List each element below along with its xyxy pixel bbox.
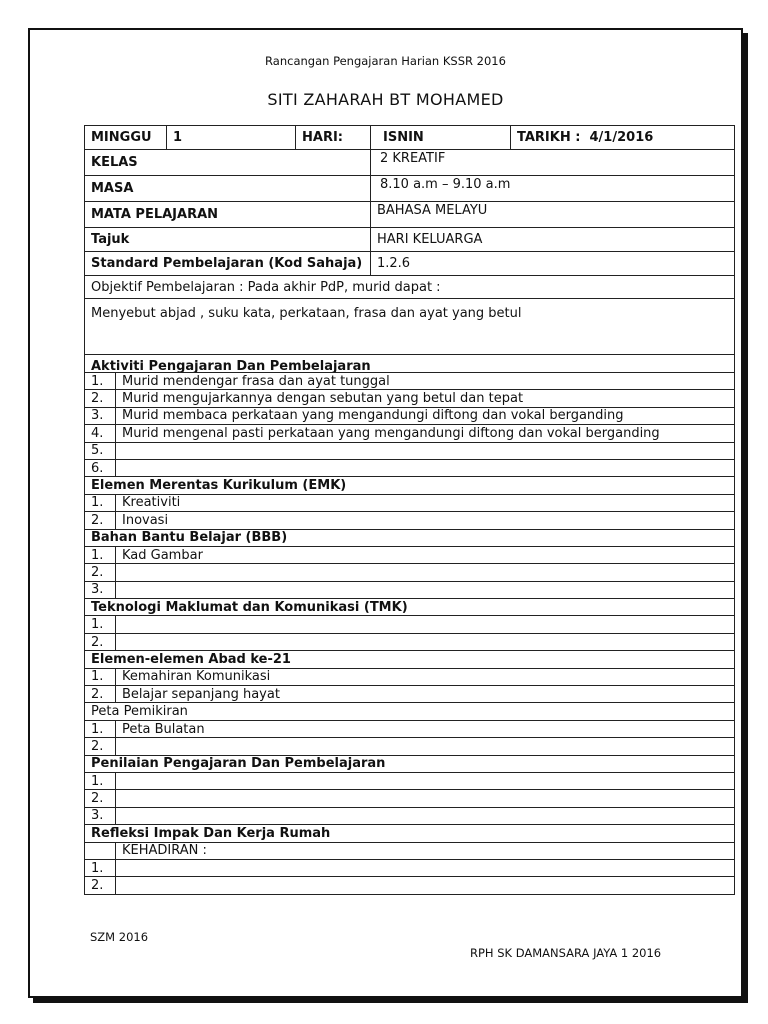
penilaian-item-text <box>116 790 735 807</box>
penilaian-item-number: 2. <box>85 790 116 807</box>
refleksi-item-text: KEHADIRAN : <box>116 842 735 859</box>
info-row-objektif <box>85 276 735 299</box>
aktiviti-item-number: 4. <box>85 425 116 442</box>
peta-item-number: 1. <box>85 720 116 737</box>
refleksi-item <box>85 842 735 859</box>
aktiviti-item <box>85 373 735 390</box>
document-page <box>28 28 743 998</box>
tarikh-value: 4/1/2016 <box>589 130 654 145</box>
info-row-masa <box>85 176 735 202</box>
info-row-kelas <box>85 150 735 176</box>
section-refleksi-heading: Refleksi Impak Dan Kerja Rumah <box>85 825 735 842</box>
aktiviti-item-number: 1. <box>85 373 116 390</box>
section-penilaian-row <box>85 755 735 772</box>
hari-value: ISNIN <box>371 126 511 150</box>
kelas-value: 2 KREATIF <box>371 150 735 176</box>
refleksi-item-number <box>85 842 116 859</box>
abad21-item <box>85 686 735 703</box>
aktiviti-item <box>85 425 735 442</box>
refleksi-item-number: 1. <box>85 859 116 876</box>
section-bbb-heading: Bahan Bantu Belajar (BBB) <box>85 529 735 546</box>
standard-label: Standard Pembelajaran (Kod Sahaja) <box>85 252 371 276</box>
section-bbb-row <box>85 529 735 546</box>
info-row-objektif-detail <box>85 299 735 355</box>
penilaian-item-number: 1. <box>85 772 116 789</box>
aktiviti-item-text: Murid mengujarkannya dengan sebutan yang betul dan tepat <box>116 390 735 407</box>
teacher-name: SITI ZAHARAH BT MOHAMED <box>267 90 504 109</box>
tmk-item <box>85 616 735 633</box>
refleksi-item-number: 2. <box>85 877 116 894</box>
aktiviti-item-text: Murid mendengar frasa dan ayat tunggal <box>116 373 735 390</box>
section-emk-row <box>85 477 735 494</box>
section-tmk-row <box>85 599 735 616</box>
info-row-tajuk <box>85 228 735 252</box>
footer-left: SZM 2016 <box>90 930 149 944</box>
refleksi-item <box>85 877 735 894</box>
abad21-item-text: Belajar sepanjang hayat <box>116 686 735 703</box>
abad21-item <box>85 668 735 685</box>
section-peta-row <box>85 703 735 720</box>
peta-item-number: 2. <box>85 738 116 755</box>
abad21-item-number: 2. <box>85 686 116 703</box>
section-emk-heading: Elemen Merentas Kurikulum (EMK) <box>85 477 735 494</box>
bbb-item <box>85 581 735 598</box>
info-row-standard <box>85 252 735 276</box>
bbb-item-number: 2. <box>85 564 116 581</box>
kelas-label: KELAS <box>85 150 371 176</box>
emk-item <box>85 512 735 529</box>
tajuk-value: HARI KELUARGA <box>371 228 735 252</box>
emk-item-text: Inovasi <box>116 512 735 529</box>
objektif-detail: Menyebut abjad , suku kata, perkataan, frasa dan ayat yang betul <box>85 299 735 355</box>
footer-right: RPH SK DAMANSARA JAYA 1 2016 <box>470 946 662 960</box>
aktiviti-item-text <box>116 442 735 459</box>
penilaian-item-number: 3. <box>85 807 116 824</box>
info-row-minggu <box>85 126 735 150</box>
aktiviti-item-text: Murid membaca perkataan yang mengandungi diftong dan vokal berganding <box>116 407 735 424</box>
section-tmk-heading: Teknologi Maklumat dan Komunikasi (TMK) <box>85 599 735 616</box>
abad21-item-text: Kemahiran Komunikasi <box>116 668 735 685</box>
bbb-item-number: 1. <box>85 546 116 563</box>
tarikh-label: TARIKH : <box>517 130 581 145</box>
minggu-label: MINGGU <box>85 126 167 150</box>
refleksi-item-text <box>116 859 735 876</box>
aktiviti-item <box>85 390 735 407</box>
tmk-item-number: 2. <box>85 633 116 650</box>
aktiviti-item-number: 6. <box>85 459 116 476</box>
refleksi-item <box>85 859 735 876</box>
emk-item-text: Kreativiti <box>116 494 735 511</box>
masa-value: 8.10 a.m – 9.10 a.m <box>371 176 735 202</box>
abad21-item-number: 1. <box>85 668 116 685</box>
penilaian-item <box>85 790 735 807</box>
aktiviti-item-number: 2. <box>85 390 116 407</box>
document-subtitle: Rancangan Pengajaran Harian KSSR 2016 <box>265 54 506 68</box>
section-penilaian-heading: Penilaian Pengajaran Dan Pembelajaran <box>85 755 735 772</box>
tmk-item-text <box>116 633 735 650</box>
minggu-value: 1 <box>167 126 296 150</box>
standard-value: 1.2.6 <box>371 252 735 276</box>
peta-item-text <box>116 738 735 755</box>
section-aktiviti-heading: Aktiviti Pengajaran Dan Pembelajaran <box>85 355 735 379</box>
penilaian-item-text <box>116 807 735 824</box>
aktiviti-item-text: Murid mengenal pasti perkataan yang mengandungi diftong dan vokal berganding <box>116 425 735 442</box>
aktiviti-item <box>85 407 735 424</box>
penilaian-item-text <box>116 772 735 789</box>
hari-label: HARI: <box>296 126 371 150</box>
emk-item <box>85 494 735 511</box>
bbb-item-text: Kad Gambar <box>116 546 735 563</box>
bbb-item <box>85 564 735 581</box>
info-table <box>84 125 735 378</box>
emk-item-number: 1. <box>85 494 116 511</box>
objektif-text: Objektif Pembelajaran : Pada akhir PdP, murid dapat : <box>85 276 735 299</box>
bbb-item-text <box>116 581 735 598</box>
tarikh-cell <box>511 126 735 150</box>
penilaian-item <box>85 772 735 789</box>
refleksi-item-text <box>116 877 735 894</box>
tmk-item <box>85 633 735 650</box>
tmk-item-text <box>116 616 735 633</box>
section-peta-heading: Peta Pemikiran <box>85 703 735 720</box>
section-abad21-row <box>85 651 735 668</box>
peta-item <box>85 720 735 737</box>
penilaian-item <box>85 807 735 824</box>
section-abad21-heading: Elemen-elemen Abad ke-21 <box>85 651 735 668</box>
masa-label: MASA <box>85 176 371 202</box>
mapel-label: MATA PELAJARAN <box>85 202 371 228</box>
peta-item <box>85 738 735 755</box>
lesson-table <box>84 372 735 895</box>
emk-item-number: 2. <box>85 512 116 529</box>
tajuk-label: Tajuk <box>85 228 371 252</box>
peta-item-text: Peta Bulatan <box>116 720 735 737</box>
info-row-mapel <box>85 202 735 228</box>
aktiviti-item-number: 5. <box>85 442 116 459</box>
bbb-item-text <box>116 564 735 581</box>
bbb-item <box>85 546 735 563</box>
aktiviti-item-text <box>116 459 735 476</box>
tmk-item-number: 1. <box>85 616 116 633</box>
aktiviti-item-number: 3. <box>85 407 116 424</box>
section-refleksi-row <box>85 825 735 842</box>
mapel-value: BAHASA MELAYU <box>371 202 735 228</box>
aktiviti-item <box>85 459 735 476</box>
bbb-item-number: 3. <box>85 581 116 598</box>
aktiviti-item <box>85 442 735 459</box>
